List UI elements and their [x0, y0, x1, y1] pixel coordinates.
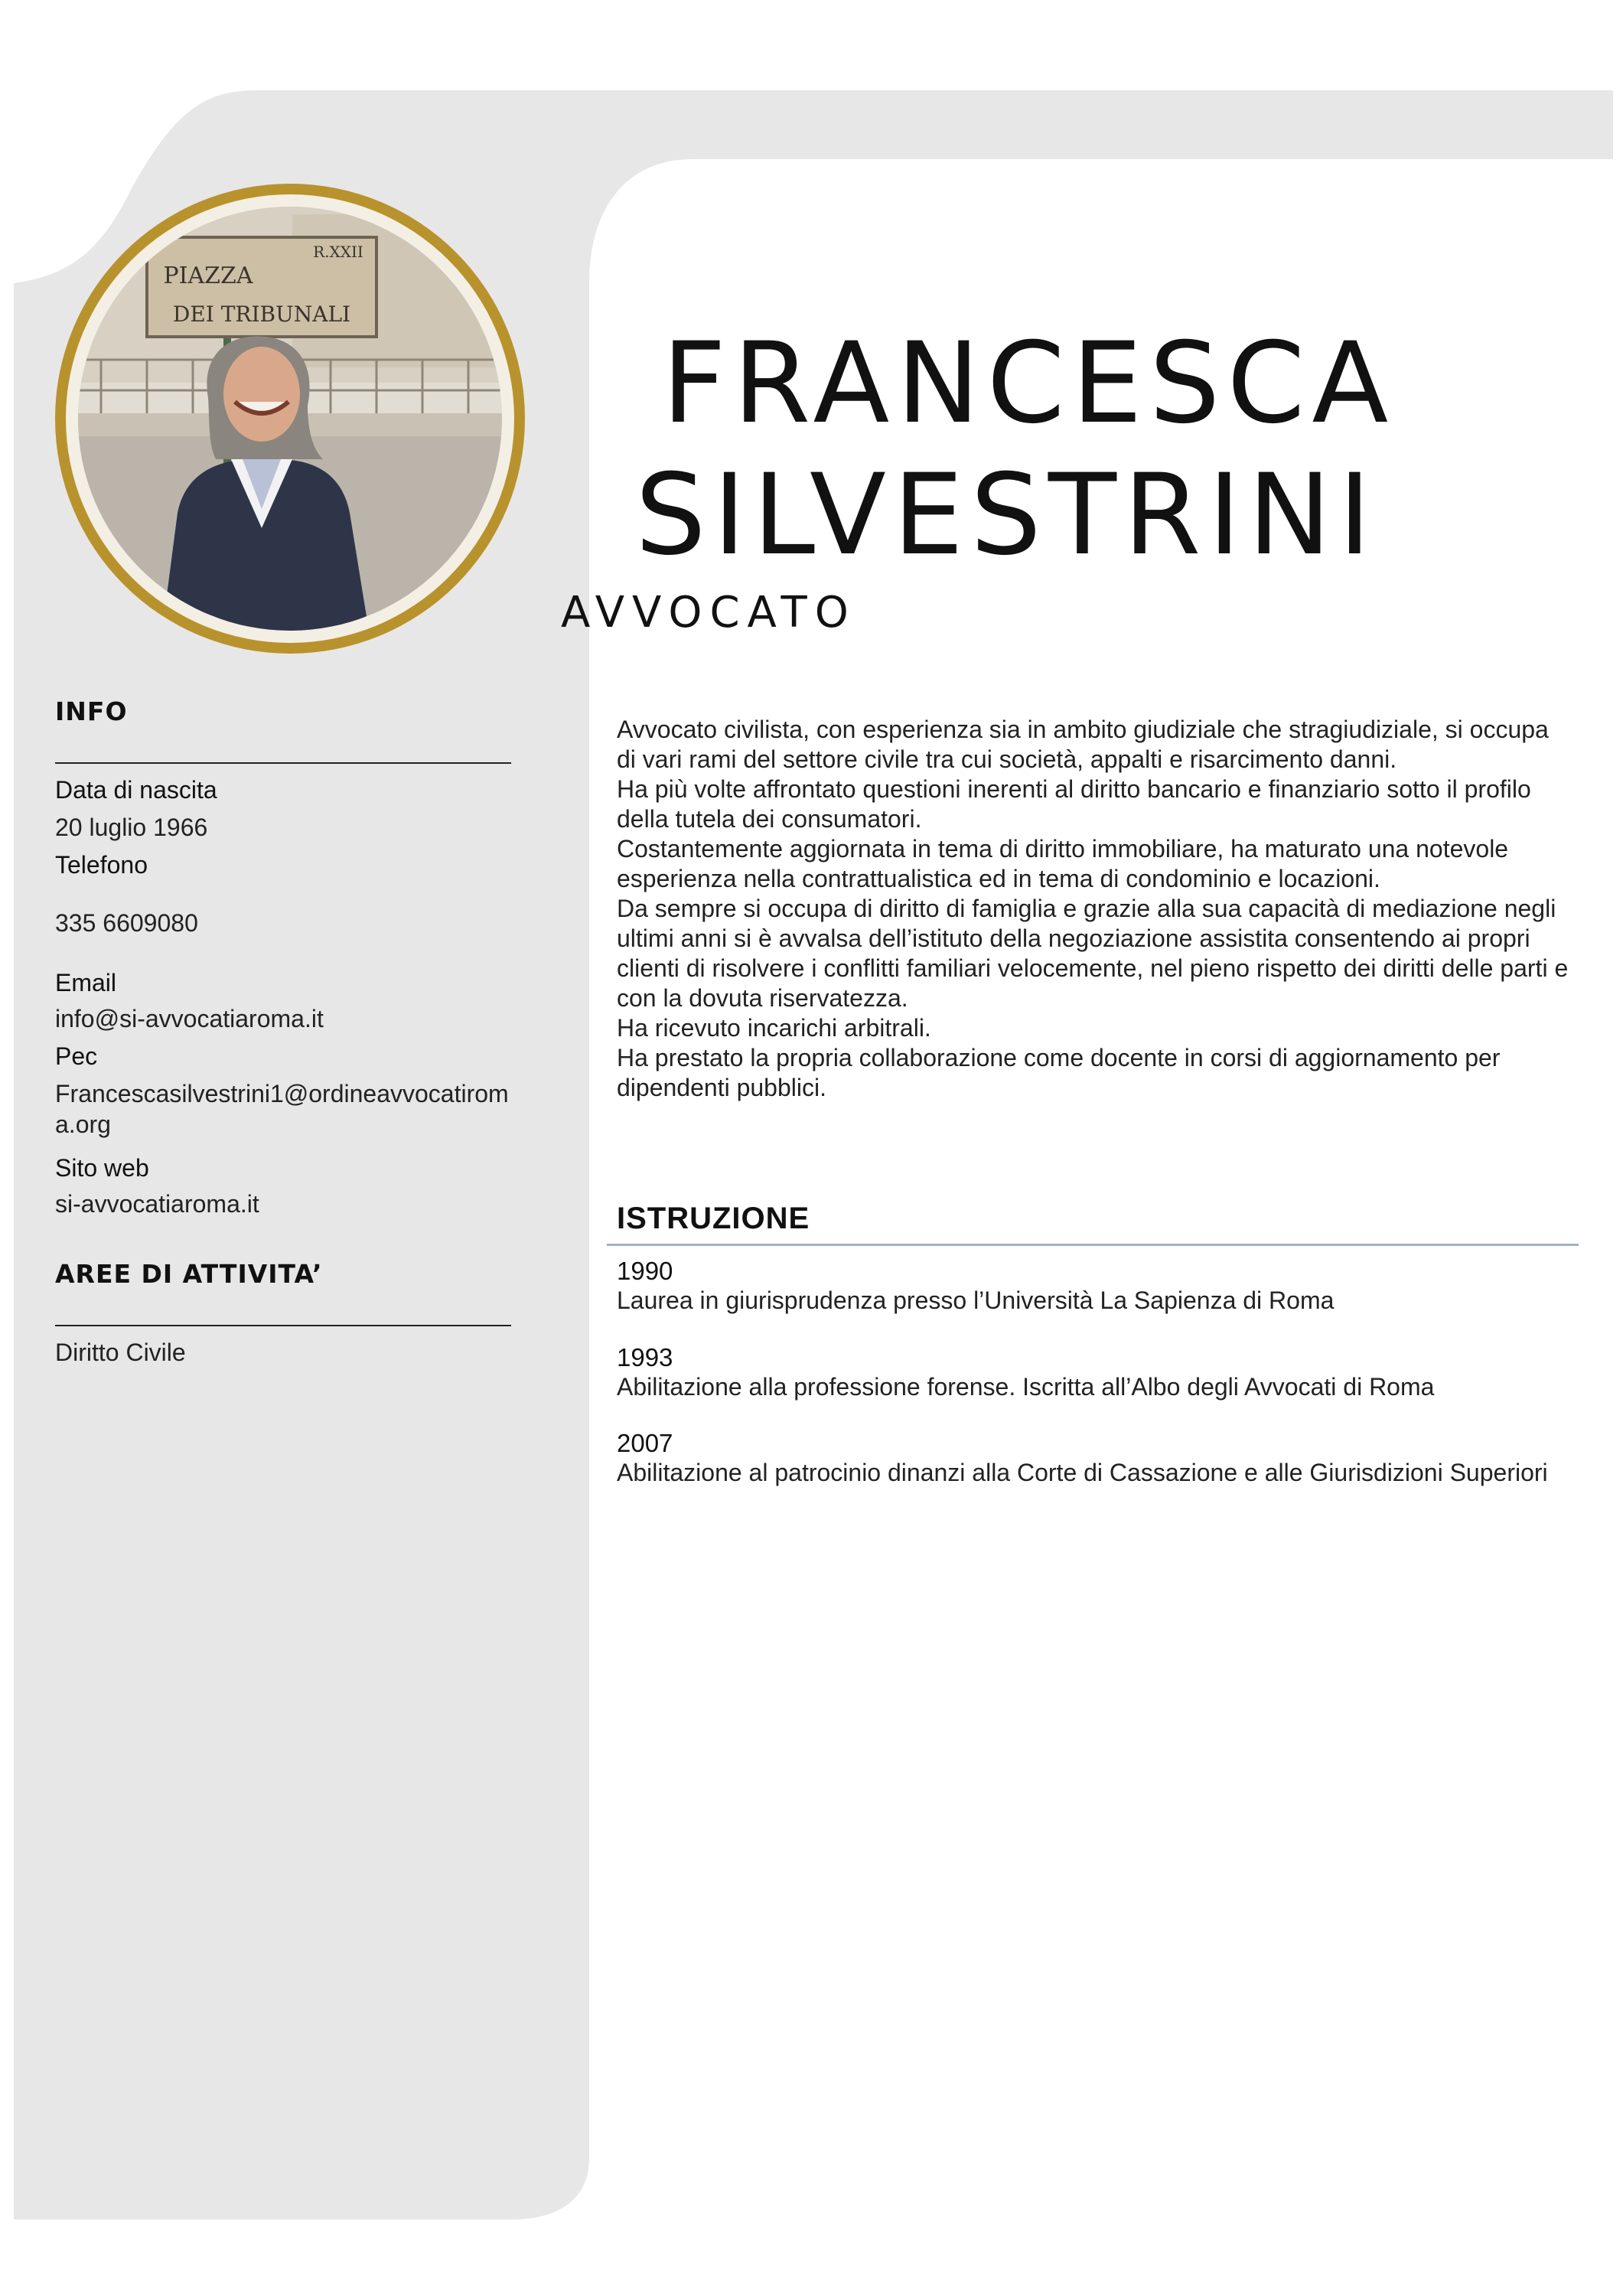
education-item	[617, 1256, 1573, 1316]
education-description: Abilitazione alla professione forense. Iscritta all’Albo degli Avvocati di Roma	[617, 1373, 1435, 1401]
education-year: 1993	[617, 1343, 673, 1371]
info-heading: INFO	[55, 696, 128, 726]
sign-text-number: R.XXII	[313, 243, 363, 261]
last-name: SILVESTRINI	[635, 450, 1378, 580]
profile-summary	[617, 715, 1573, 1103]
birth-date-label: Data di nascita	[55, 776, 217, 804]
email-label: Email	[55, 969, 117, 996]
summary-paragraph: Da sempre si occupa di diritto di famiglia e grazie alla sua capacità di mediazione negli ultimi anni si è avvalsa dell’istituto della negoziazione assistita consentendo ai propri clienti di risolvere i conflitti familiari velocemente, nel pieno rispetto dei diritti delle parti e con la dovuta riservatezza.	[617, 895, 1569, 1012]
education-year: 1990	[617, 1257, 673, 1285]
job-title: AVVOCATO	[561, 588, 856, 638]
candidate-name	[635, 318, 1553, 581]
areas-item: Diritto Civile	[55, 1339, 186, 1366]
summary-paragraph: Ha prestato la propria collaborazione come docente in corsi di aggiornamento per dipendenti pubblici.	[617, 1044, 1501, 1101]
summary-paragraph: Ha ricevuto incarichi arbitrali.	[617, 1014, 931, 1042]
sign-text-tribunali: DEI TRIBUNALI	[172, 302, 351, 327]
sign-text-piazza: PIAZZA	[163, 263, 253, 289]
education-description: Laurea in giurisprudenza presso l’Università La Sapienza di Roma	[617, 1287, 1335, 1314]
education-description: Abilitazione al patrocinio dinanzi alla Corte di Cassazione e alle Giurisdizioni Superiori	[617, 1459, 1548, 1486]
profile-photo-frame	[55, 184, 525, 654]
education-title: ISTRUZIONE	[617, 1202, 810, 1235]
education-divider	[607, 1244, 1579, 1246]
first-name: FRANCESCA	[662, 318, 1396, 448]
pec-label: Pec	[55, 1042, 98, 1070]
phone-value: 335 6609080	[55, 909, 198, 937]
pec-value[interactable]: Francescasilvestrini1@ordineavvocatiroma.org	[55, 1080, 509, 1138]
education-item	[617, 1342, 1573, 1402]
website-label: Sito web	[55, 1154, 149, 1182]
sidebar	[55, 689, 514, 1368]
education-year: 2007	[617, 1429, 673, 1457]
email-value[interactable]: info@si-avvocatiaroma.it	[55, 1005, 324, 1032]
education-item	[617, 1428, 1573, 1488]
phone-label: Telefono	[55, 851, 148, 879]
profile-photo	[78, 207, 502, 631]
summary-paragraph: Costantemente aggiornata in tema di diritto immobiliare, ha maturato una notevole esperienza nella contrattualistica ed in tema di condominio e locazioni.	[617, 835, 1509, 892]
website-value[interactable]: si-avvocatiaroma.it	[55, 1190, 259, 1218]
summary-paragraph: Avvocato civilista, con esperienza sia in ambito giudiziale che stragiudiziale, si occupa di vari rami del settore civile tra cui società, appalti e risarcimento danni.	[617, 716, 1549, 773]
photo-illustration	[78, 207, 502, 631]
birth-date-value: 20 luglio 1966	[55, 814, 208, 841]
areas-heading: AREE DI ATTIVITA’	[55, 1259, 323, 1289]
summary-paragraph: Ha più volte affrontato questioni inerenti al diritto bancario e finanziario sotto il profilo della tutela dei consumatori.	[617, 775, 1531, 833]
